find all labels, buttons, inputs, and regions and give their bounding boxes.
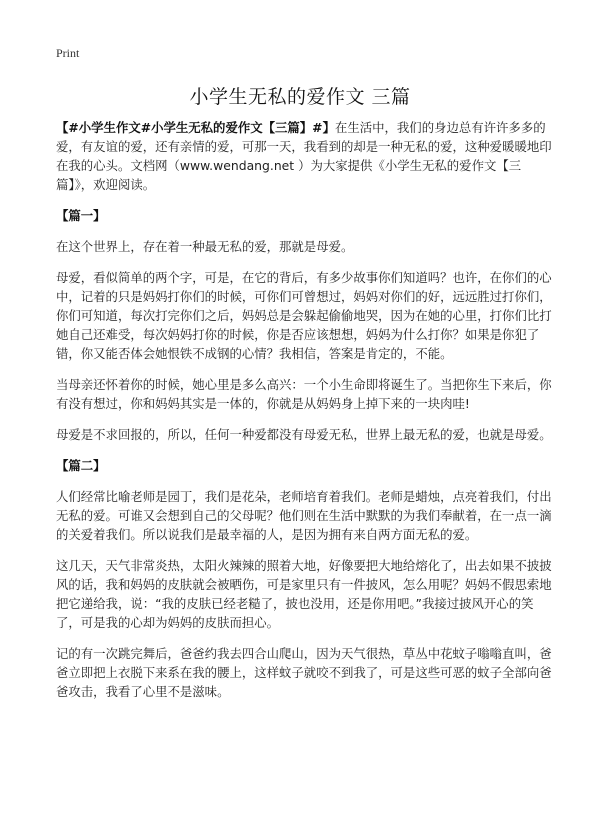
- section-2-paragraph-2: 这几天，天气非常炎热，太阳火辣辣的照着大地，好像要把大地给熔化了，出去如果不披披风的话，我和妈妈的皮肤就会被晒伤，可是家里只有一件披风，怎么用呢？妈妈不假思索地把它递给我，说：“我的皮肤已经老糙了，披也没用，还是你用吧。”我接过披风开心的笑了，可是我的心却为妈妈的皮肤而担心。: [56, 558, 552, 630]
- intro-text: 在生活中，我们的身边总有许许多多的爱，有友谊的爱，还有亲情的爱，可那一天，我看到的却是一种无私的爱，这种爱暖暖地印在我的心头。文档网（www.wendang.net ）为大家提供《小学生无私的爱作文【三篇】》，欢迎阅读。: [56, 120, 552, 192]
- section-heading-1: 【篇一】: [56, 208, 106, 223]
- section-heading-2: 【篇二】: [56, 458, 106, 473]
- section-2-paragraph-1: 人们经常比喻老师是园丁，我们是花朵，老师培育着我们。老师是蜡烛，点亮着我们，付出无私的爱。可谁又会想到自己的父母呢？他们则在生活中默默的为我们奉献着，在一点一滴的关爱着我们。所以说我们是最幸福的人，是因为拥有来自两方面无私的爱。: [56, 489, 552, 542]
- section-1-paragraph-2: 母爱，看似简单的两个字，可是，在它的背后，有多少故事你们知道吗？也许，在你们的心中，记着的只是妈妈打你们的时候，可你们可曾想过，妈妈对你们的好，远远胜过打你们，你们可知道，每次打完你们之后，妈妈总是会躲起偷偷地哭，因为在她的心里，打你们比打她自己还难受，每次妈妈打你的时候，你是否应该想想，妈妈为什么打你？如果是你犯了错，你又能否体会她恨铁不成钢的心情？我相信，答案是肯定的，不能。: [56, 270, 552, 361]
- article-body: [56, 118, 552, 711]
- intro-tag: 【#小学生作文#小学生无私的爱作文【三篇】#】: [56, 120, 335, 135]
- section-1-paragraph-4: 母爱是不求回报的，所以，任何一种爱都没有母爱无私，世界上最无私的爱，也就是母爱。: [56, 427, 552, 442]
- page-title: 小学生无私的爱作文 三篇: [189, 86, 411, 108]
- intro-paragraph: [56, 118, 552, 194]
- section-1-paragraph-1: 在这个世界上，存在着一种最无私的爱，那就是母爱。: [56, 239, 354, 254]
- section-1-paragraph-3: 当母亲还怀着你的时候，她心里是多么高兴：一个小生命即将诞生了。当把你生下来后，你有没有想过，你和妈妈其实是一体的，你就是从妈妈身上掉下来的一块肉哇!: [56, 377, 552, 411]
- section-2-paragraph-3: 记的有一次跳完舞后，爸爸约我去四合山爬山，因为天气很热，草丛中花蚊子嗡嗡直叫，爸爸立即把上衣脱下来系在我的腰上，这样蚊子就咬不到我了，可是这些可恶的蚊子全部向爸爸攻击，我看了心里不是滋味。: [56, 646, 552, 699]
- print-link[interactable]: Print: [56, 46, 80, 60]
